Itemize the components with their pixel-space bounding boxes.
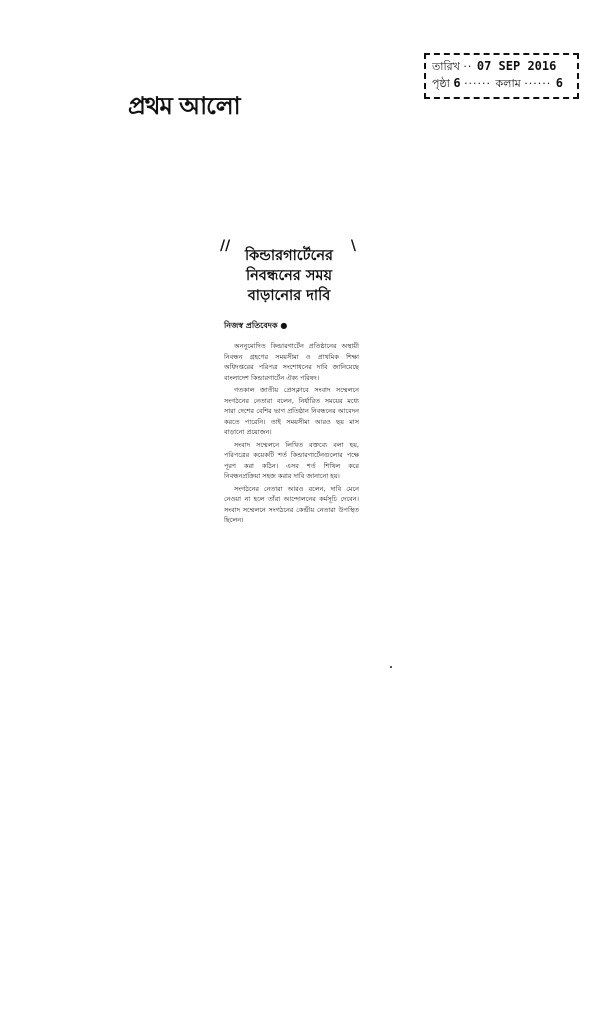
stamp-page-value: 6	[453, 76, 461, 90]
article-paragraph: অননুমোদিত কিন্ডারগার্টেন প্রতিষ্ঠানের অস্থায়ী নিবন্ধন গ্রহণের সময়সীমা ও প্রাথমিক শিক্ষা অধিদপ্তরের পরিপত্র সংশোধনের দাবি জানিয়েছে বাংলাদেশ কিন্ডারগার্টেন ঐক্য পরিষদ।	[224, 342, 359, 382]
article-headline	[214, 246, 364, 306]
stamp-date-label: তারিখ	[432, 60, 460, 73]
headline-line-3: বাড়ানোর দাবি	[247, 288, 331, 304]
newspaper-masthead: প্রথম আলো	[128, 92, 240, 120]
clip-start-mark: //	[220, 238, 231, 254]
stamp-date-value: 07 SEP 2016	[476, 59, 557, 73]
stamp-page-row: পৃষ্ঠা 6 ······ কলাম ······ 6	[432, 76, 563, 90]
stamp-column-value: 6	[555, 76, 563, 90]
scan-speck	[390, 666, 392, 668]
clip-end-mark: \	[350, 238, 356, 254]
article-paragraph: সংগঠনের নেতারা আরও বলেন, দাবি মেনে নেওয়া না হলে তাঁরা আন্দোলনের কর্মসূচি দেবেন। সংবাদ সম্মেলনে সংগঠনের কেন্দ্রীয় নেতারা উপস্থিত ছিলেন।	[224, 484, 359, 524]
article-paragraph: গতকাল জাতীয় প্রেসক্লাবে সংবাদ সম্মেলনে সংগঠনের নেতারা বলেন, নির্ধারিত সময়ের মধ্যে সারা দেশের বেশির ভাগ প্রতিষ্ঠান নিবন্ধনের আবেদন করতে পারেনি। তাই সময়সীমা আরও ছয় মাস বাড়ানো প্রয়োজন।	[224, 386, 359, 436]
article-paragraph: সংবাদ সম্মেলনে লিখিত বক্তব্যে বলা হয়, পরিপত্রের কয়েকটি শর্ত কিন্ডারগার্টেনগুলোর পক্ষে পূরণ করা কঠিন। এসব শর্ত শিথিল করে নিবন্ধনপ্রক্রিয়া সহজ করার দাবি জানানো হয়।	[224, 440, 359, 480]
news-clipping	[214, 240, 364, 528]
stamp-column-label: কলাম	[495, 77, 521, 90]
headline-line-2: নিবন্ধনের সময়	[245, 268, 333, 284]
headline-line-1: কিন্ডারগার্টেনের	[245, 248, 333, 264]
article-byline: নিজস্ব প্রতিবেদক ●	[224, 321, 288, 330]
stamp-page-label: পৃষ্ঠা	[432, 77, 450, 90]
stamp-date-row: তারিখ ·· 07 SEP 2016	[432, 59, 557, 73]
clipping-stamp	[424, 53, 579, 99]
article-body	[224, 341, 359, 528]
